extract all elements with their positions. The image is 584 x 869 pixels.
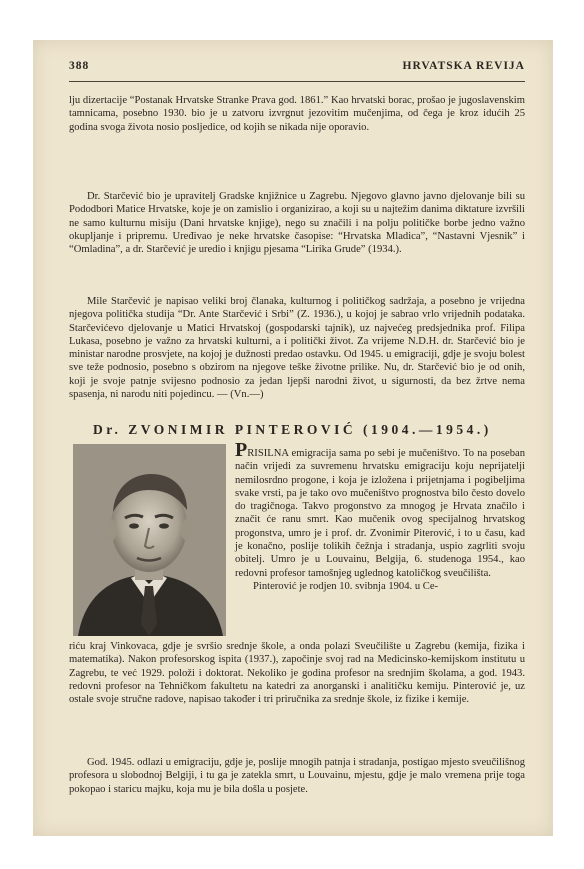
bio-paragraph-start: Pinterović je rodjen 10. svibnja 1904. u Ce-	[253, 580, 439, 592]
paragraph-1-text: lju dizertacije “Postanak Hrvatske Stranke Prava god. 1861.” Kao hrvatski borac, prošao je jugoslavenskim tamnicama, posebno 1930. bio je u zatvoru izvrgnut jezovitim mučenjima, od čega je kroz idućih 25 godina svoga života nosio posljedice, od kojih se nikada nije oporavio.	[69, 95, 525, 133]
page-sheet	[33, 40, 553, 836]
page-header	[69, 60, 525, 78]
intro-paragraph	[235, 439, 525, 593]
paragraph-1	[69, 94, 525, 134]
header-rule	[69, 81, 525, 82]
bio-paragraph	[69, 640, 525, 706]
obituary-title: Dr. ZVONIMIR PINTEROVIĆ (1904.—1954.)	[93, 422, 492, 437]
final-paragraph-text: God. 1945. odlazi u emigraciju, gdje je, poslije mnogih patnja i stradanja, postigao mjesto sveučilišnog profesora u slobodnoj Belgiji, i tu ga je zatekla smrt, u Louvainu, mjestu, gdje je malo vremena prije toga pokopao i staricu majku, koja mu je bila došla u posjete.	[69, 757, 525, 795]
paragraph-3	[69, 295, 525, 401]
intro-body: RISILNA emigracija sama po sebi je mučeništvo. To na poseban način vrijedi za suvremenu hrvatsku emigraciju koju neprijatelji nemilosrdno progone, i koja je izložena i prijetnjama i pogibeljima svake vrsti, pa je tako ovo mučeništvo prognostva bilo često dovelo do tragičnoga. Takvo progonstvo za mnogog je Hrvata značilo i značit će ranu smrt. Kao mučenik ovog specijalnog hrvatskog progonstva, umro je i prof. dr. Zvonimir Piterović, i to u času, kad je konačno, poslije tolikih čežnja i stradanja, uspio zagrliti svoju obitelj. Umro je u Louvainu, Belgija, 6. studenoga 1954., kao redovni profesor tamošnjeg uglednog katoličkog sveučilišta.	[235, 448, 525, 579]
drop-cap: P	[235, 439, 248, 461]
paragraph-3-text: Mile Starčević je napisao veliki broj članaka, kulturnog i političkog sadržaja, a posebno je vrijedna njegova politička studija “Dr. Ante Starčević i Srbi” (Z. 1936.), u kojoj je sabrao vrlo vrijednih podataka. Starčevićevo djelovanje u Matici Hrvatskoj (gospodarski tajnik), uz najvećeg predsjednika prof. Filipa Lukasa, posebno je važno za hrvatski kulturni, a i politički život. Za vrijeme N.D.H. dr. Starčević bio je ministar narodne prosvjete, na kojoj je dužnosti predao ostavku. Od 1945. u emigraciji, gdje je svoju bolest sve teže podnosio, posebno s obzirom na njegove teške životne prilike. Nu, dr. Starčević bio je od onih, koji je svoje patnje svijesno podnosio za jedan ljepši narodni život, u sigurnosti, da bez žrtve nema spasenja, ni narodu niti pojedincu. — (Vn.—)	[69, 296, 525, 401]
bio-paragraph-text: riću kraj Vinkovaca, gdje je svršio srednje škole, a onda polazi Sveučilište u Zagrebu (kemija, fizika i matematika). Nakon profesorskog ispita (1937.), započinje svoj rad na Medicinsko-kemijskom institutu u Zagrebu, te već 1929. položi i doktorat. Nekoliko je godina profesor na srednjim školama, a god. 1943. redovni profesor na Tehničkom fakultetu na katedri za anorganski i analitičku kemiju. Pinterović je, uz ostale svoje stručne radove, napisao također i tri priručnika za srednje škole, iz fizike i kemije.	[69, 641, 525, 706]
page-number: 388	[69, 60, 90, 72]
paragraph-2	[69, 190, 525, 256]
final-paragraph	[69, 756, 525, 796]
portrait-photo-icon	[73, 444, 226, 636]
paragraph-2-text: Dr. Starčević bio je upravitelj Gradske knjižnice u Zagrebu. Njegovo glavno javno djelovanje bili su Pododbori Matice Hrvatske, koje je on zamislio i organizirao, a koji su u najtežim danima diktature izvršili ne samo kulturnu misiju (Dani hrvatske knjige), nego su značili i na polju političke borbe jedno važno okupljanje i pripremu. Uređivao je neke hrvatske časopise: “Hrvatska Mladica”, “Nastavni Vjesnik” i “Omladina”, a dr. Starčević je uredio i knjigu pjesama “Lirika Grude” (1934.).	[69, 191, 525, 256]
intro-paragraph-text	[235, 439, 525, 580]
running-title: HRVATSKA REVIJA	[402, 60, 525, 72]
